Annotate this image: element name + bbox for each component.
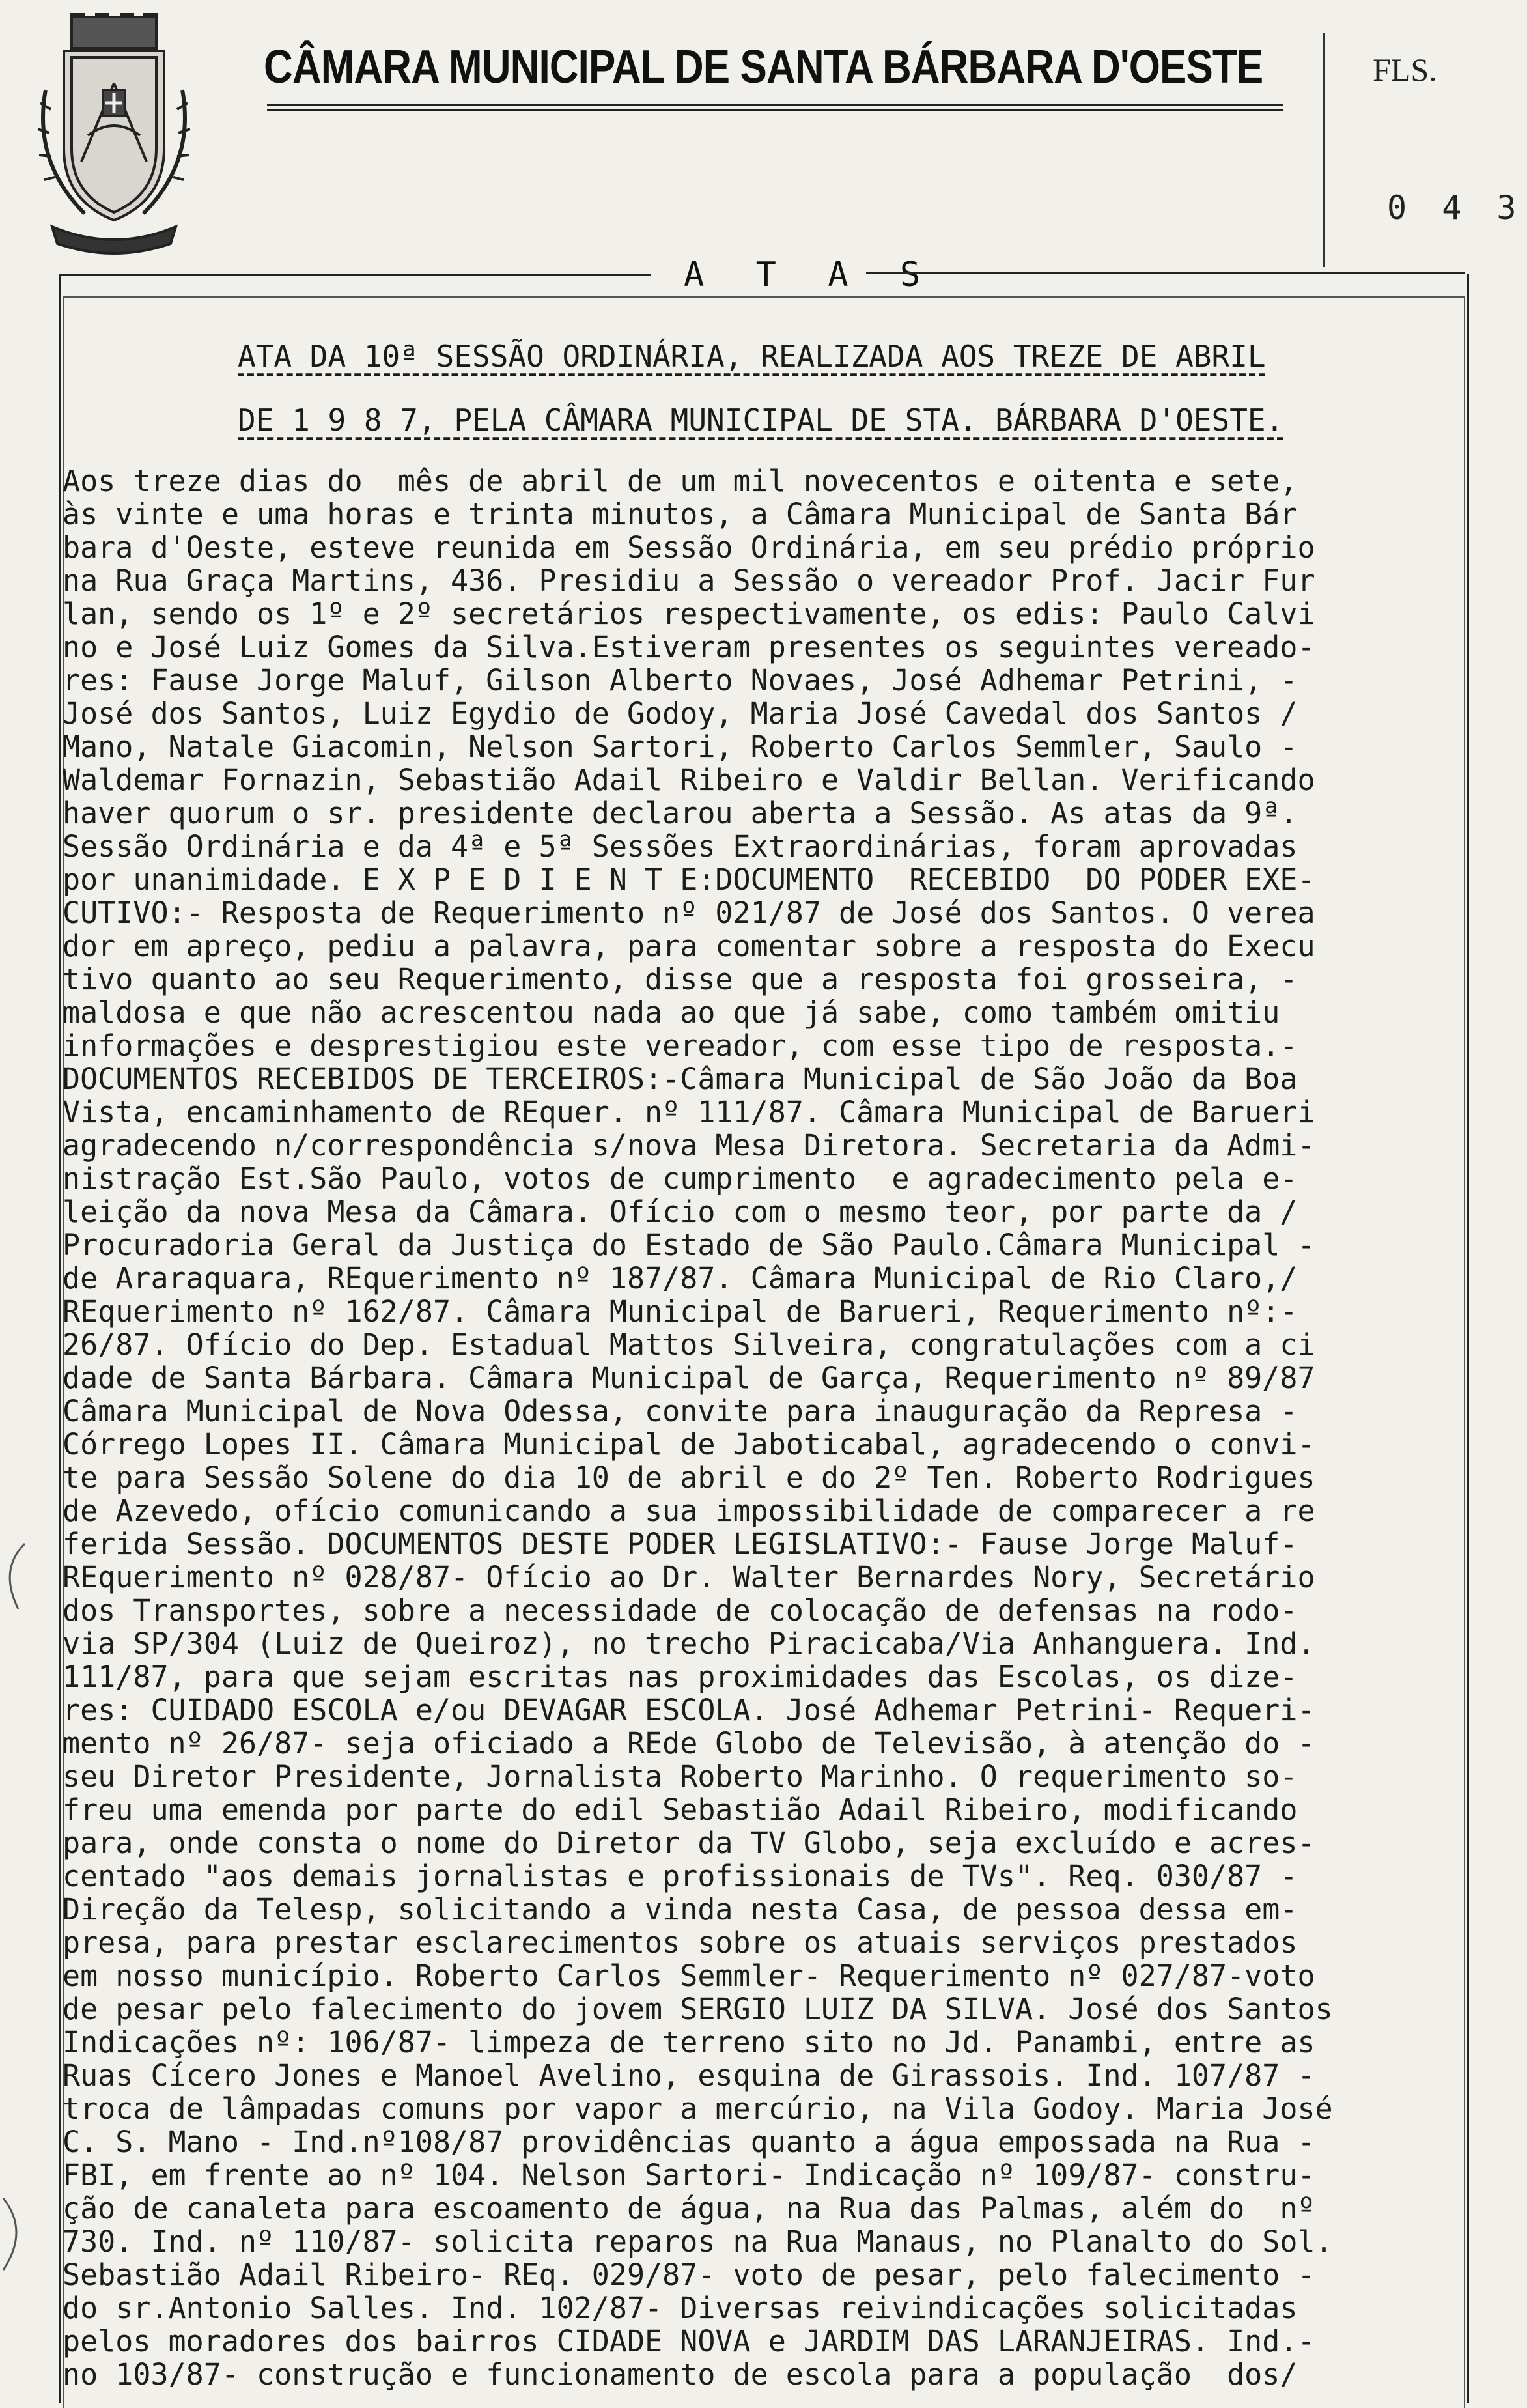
body-line: ferida Sessão. DOCUMENTOS DESTE PODER LEGISLATIVO:- Fause Jorge Maluf- xyxy=(63,1527,1298,1561)
folio-label: FLS. xyxy=(1373,51,1437,88)
body-line: para, onde consta o nome do Diretor da TV Globo, seja excluído e acres- xyxy=(63,1826,1315,1860)
municipal-coat-of-arms-icon xyxy=(26,12,202,259)
body-line: 730. Ind. nº 110/87- solicita reparos na Rua Manaus, no Planalto do Sol. xyxy=(63,2224,1333,2259)
body-line: José dos Santos, Luiz Egydio de Godoy, Maria José Cavedal dos Santos / xyxy=(63,696,1298,731)
body-line: CUTIVO:- Resposta de Requerimento nº 021/87 de José dos Santos. O verea xyxy=(63,896,1315,930)
body-line: dor em apreço, pediu a palavra, para comentar sobre a resposta do Execu xyxy=(63,929,1315,963)
body-line: no e José Luiz Gomes da Silva.Estiveram presentes os seguintes vereado- xyxy=(63,630,1315,664)
body-line: 111/87, para que sejam escritas nas proximidades das Escolas, os dize- xyxy=(63,1660,1298,1694)
body-line: presa, para prestar esclarecimentos sobre os atuais serviços prestados xyxy=(63,1925,1298,1960)
body-line: pelos moradores dos bairros CIDADE NOVA e JARDIM DAS LARANJEIRAS. Ind.- xyxy=(63,2324,1315,2358)
body-line: de pesar pelo falecimento do jovem SERGIO LUIZ DA SILVA. José dos Santos xyxy=(63,1992,1333,2026)
institution-title: CÂMARA MUNICIPAL DE SANTA BÁRBARA D'OESTE xyxy=(264,41,1263,93)
body-line: Vista, encaminhamento de REquer. nº 111/87. Câmara Municipal de Barueri xyxy=(63,1095,1315,1129)
body-line: do sr.Antonio Salles. Ind. 102/87- Diversas reivindicações solicitadas xyxy=(63,2291,1298,2325)
body-line: às vinte e uma horas e trinta minutos, a Câmara Municipal de Santa Bár xyxy=(63,497,1298,531)
body-line: Córrego Lopes II. Câmara Municipal de Jaboticabal, agradecendo o convi- xyxy=(63,1427,1315,1462)
body-line: troca de lâmpadas comuns por vapor a mercúrio, na Vila Godoy. Maria José xyxy=(63,2091,1333,2126)
body-line: haver quorum o sr. presidente declarou aberta a Sessão. As atas da 9ª. xyxy=(63,796,1298,830)
body-line: te para Sessão Solene do dia 10 de abril e do 2º Ten. Roberto Rodrigues xyxy=(63,1460,1315,1495)
body-line: seu Diretor Presidente, Jornalista Roberto Marinho. O requerimento so- xyxy=(63,1759,1298,1794)
body-line: maldosa e que não acrescentou nada ao que já sabe, como também omitiu xyxy=(63,995,1280,1030)
body-line: Sebastião Adail Ribeiro- REq. 029/87- voto de pesar, pelo falecimento - xyxy=(63,2258,1315,2292)
body-line: em nosso município. Roberto Carlos Semmler- Requerimento nº 027/87-voto xyxy=(63,1959,1315,1993)
body-line: via SP/304 (Luiz de Queiroz), no trecho Piracicaba/Via Anhanguera. Ind. xyxy=(63,1626,1315,1661)
body-line: freu uma emenda por parte do edil Sebastião Adail Ribeiro, modificando xyxy=(63,1792,1298,1827)
folio-divider xyxy=(1323,33,1325,267)
body-line: informações e desprestigiou este vereador, com esse tipo de resposta.- xyxy=(63,1028,1298,1063)
body-line: REquerimento nº 028/87- Ofício ao Dr. Walter Bernardes Nory, Secretário xyxy=(63,1560,1315,1594)
body-line: de Azevedo, ofício comunicando a sua impossibilidade de comparecer a re xyxy=(63,1494,1315,1528)
body-line: ção de canaleta para escoamento de água, na Rua das Palmas, além do nº xyxy=(63,2191,1315,2226)
minutes-heading-line-2: DE 1 9 8 7, PELA CÂMARA MUNICIPAL DE STA. BÁRBARA D'OESTE. xyxy=(238,403,1284,438)
body-line: bara d'Oeste, esteve reunida em Sessão Ordinária, em seu prédio próprio xyxy=(63,530,1315,565)
body-line: Indicações nº: 106/87- limpeza de terreno sito no Jd. Panambi, entre as xyxy=(63,2025,1315,2060)
margin-pen-mark-icon xyxy=(0,1537,26,1615)
body-line: Ruas Cícero Jones e Manoel Avelino, esquina de Girassois. Ind. 107/87 - xyxy=(63,2058,1315,2093)
body-line: de Araraquara, REquerimento nº 187/87. Câmara Municipal de Rio Claro,/ xyxy=(63,1261,1298,1296)
body-line: Aos treze dias do mês de abril de um mil novecentos e oitenta e sete, xyxy=(63,464,1298,498)
title-underline-secondary xyxy=(267,109,1283,111)
body-line: Waldemar Fornazin, Sebastião Adail Ribeiro e Valdir Bellan. Verificando xyxy=(63,763,1315,797)
body-line: dos Transportes, sobre a necessidade de colocação de defensas na rodo- xyxy=(63,1593,1298,1628)
body-line: leição da nova Mesa da Câmara. Ofício com o mesmo teor, por parte da / xyxy=(63,1195,1298,1229)
margin-pen-mark-icon xyxy=(0,2195,26,2273)
body-line: Mano, Natale Giacomin, Nelson Sartori, Roberto Carlos Semmler, Saulo - xyxy=(63,729,1298,764)
body-line: res: Fause Jorge Maluf, Gilson Alberto Novaes, José Adhemar Petrini, - xyxy=(63,663,1298,698)
body-line: C. S. Mano - Ind.nº108/87 providências quanto a água empossada na Rua - xyxy=(63,2125,1315,2159)
body-line: DOCUMENTOS RECEBIDOS DE TERCEIROS:-Câmara Municipal de São João da Boa xyxy=(63,1062,1298,1096)
body-line: Câmara Municipal de Nova Odessa, convite para inauguração da Represa - xyxy=(63,1394,1298,1428)
section-title: A T A S xyxy=(684,255,936,294)
body-line: lan, sendo os 1º e 2º secretários respectivamente, os edis: Paulo Calvi xyxy=(63,597,1315,631)
minutes-body xyxy=(63,464,1469,2391)
body-line: mento nº 26/87- seja oficiado a REde Globo de Televisão, à atenção do - xyxy=(63,1726,1315,1761)
body-line: centado "aos demais jornalistas e profissionais de TVs". Req. 030/87 - xyxy=(63,1859,1298,1893)
body-line: Sessão Ordinária e da 4ª e 5ª Sessões Extraordinárias, foram aprovadas xyxy=(63,829,1298,864)
body-line: dade de Santa Bárbara. Câmara Municipal de Garça, Requerimento nº 89/87 xyxy=(63,1361,1315,1395)
body-line: REquerimento nº 162/87. Câmara Municipal de Barueri, Requerimento nº:- xyxy=(63,1294,1298,1329)
body-line: Procuradoria Geral da Justiça do Estado de São Paulo.Câmara Municipal - xyxy=(63,1228,1315,1262)
folio-number: 0 4 3 xyxy=(1387,189,1524,227)
body-line: por unanimidade. E X P E D I E N T E:DOCUMENTO RECEBIDO DO PODER EXE- xyxy=(63,862,1315,897)
body-line: Direção da Telesp, solicitando a vinda nesta Casa, de pessoa dessa em- xyxy=(63,1892,1298,1927)
body-line: res: CUIDADO ESCOLA e/ou DEVAGAR ESCOLA. José Adhemar Petrini- Requeri- xyxy=(63,1693,1315,1727)
body-line: agradecendo n/correspondência s/nova Mesa Diretora. Secretaria da Admi- xyxy=(63,1128,1315,1163)
body-line: 26/87. Ofício do Dep. Estadual Mattos Silveira, congratulações com a ci xyxy=(63,1327,1315,1362)
body-line: FBI, em frente ao nº 104. Nelson Sartori- Indicação nº 109/87- constru- xyxy=(63,2158,1315,2192)
minutes-heading-line-1: ATA DA 10ª SESSÃO ORDINÁRIA, REALIZADA AOS TREZE DE ABRIL xyxy=(238,339,1266,374)
body-line: no 103/87- construção e funcionamento de escola para a população dos/ xyxy=(63,2357,1298,2392)
body-line: na Rua Graça Martins, 436. Presidiu a Sessão o vereador Prof. Jacir Fur xyxy=(63,563,1315,598)
body-line: nistração Est.São Paulo, votos de cumprimento e agradecimento pela e- xyxy=(63,1161,1298,1196)
title-underline xyxy=(267,104,1283,106)
body-line: tivo quanto ao seu Requerimento, disse que a resposta foi grosseira, - xyxy=(63,962,1298,997)
